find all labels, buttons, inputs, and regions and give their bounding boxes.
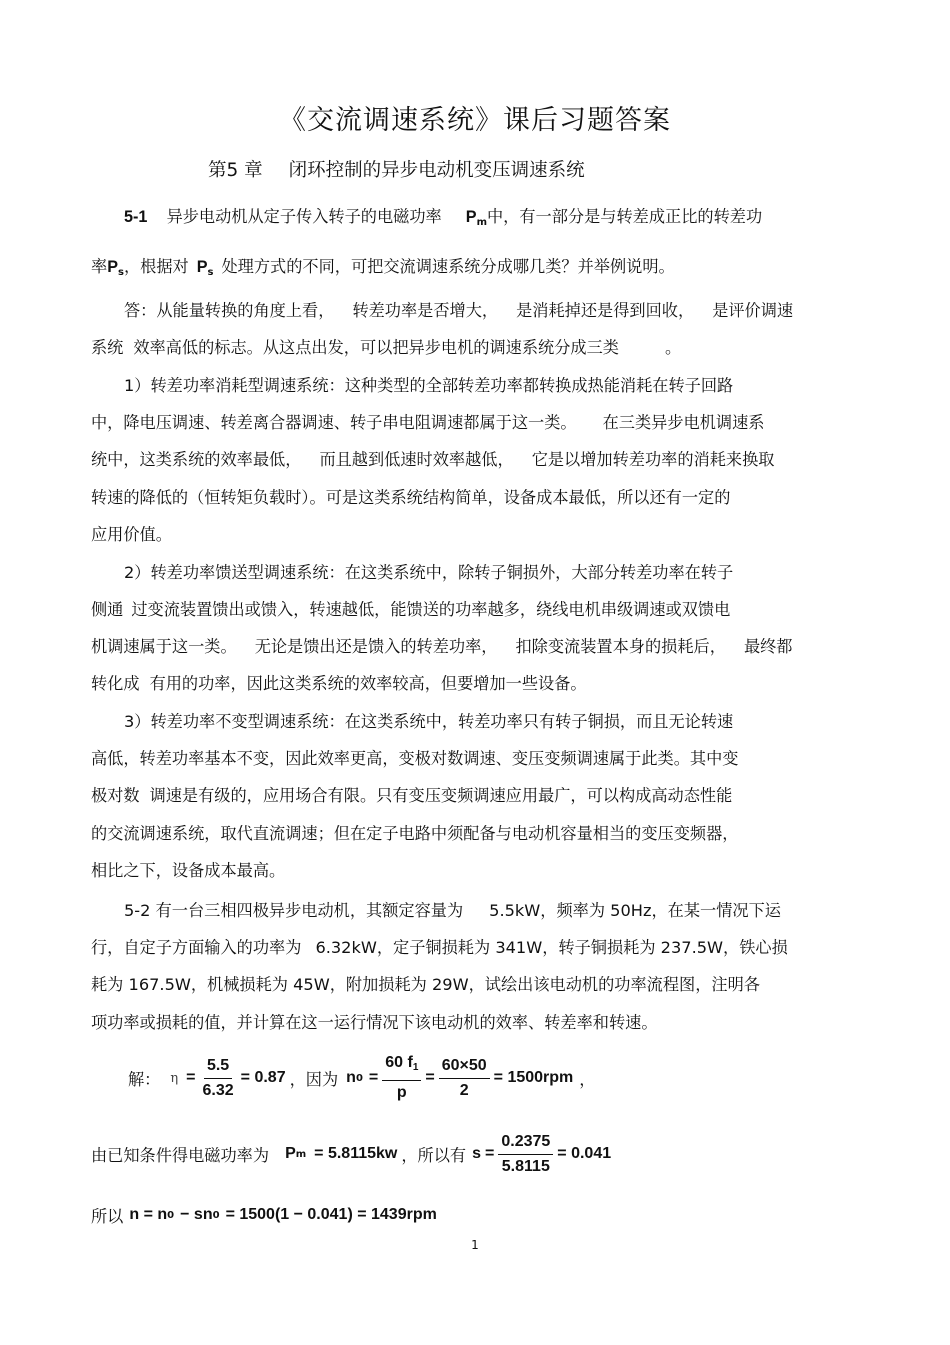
para2-line-4 [91, 673, 587, 695]
answer-text-2b: 效率高低的标志。从这点出发，可以把异步电机的调速系统分成三类 [133, 338, 619, 357]
f1-text: 60 f [385, 1054, 413, 1071]
q52-text-2a: 行，自定子方面输入的功率为 [91, 938, 302, 957]
n0-subscript-3: 0 [212, 1209, 220, 1221]
speed-equation-left: n = n [129, 1206, 168, 1223]
because-text: 因为 [305, 1070, 339, 1089]
para2-text-3d: 最终都 [743, 637, 793, 656]
q52-line-4: 项功率或损耗的值，并计算在这一运行情况下该电动机的效率、转差率和转速。 [91, 1013, 658, 1032]
answer-text-1a: 答：从能量转换的角度上看， [124, 301, 335, 320]
fraction-efficiency-den: 6.32 [202, 1081, 234, 1099]
para2-text-2b: 过变流装置馈出或馈入，转速越低，能馈送的功率越多，绕线电机串级调速或双馈电 [131, 600, 731, 619]
para2-text-2a: 侧通 [91, 600, 124, 619]
pm-symbol: P [465, 208, 477, 226]
eta-symbol: η [170, 1070, 179, 1086]
para1-text-2b: 在三类异步电机调速系 [602, 413, 765, 432]
q52-line-2 [91, 937, 788, 959]
answer-line-1 [124, 300, 793, 322]
comma-1: ， [289, 1070, 306, 1089]
slip-symbol: s [472, 1145, 481, 1162]
para1-text-2a: 中，降电压调速、转差离合器调速、转子串电阻调速都属于这一类。 [91, 413, 577, 432]
fraction-efficiency [200, 1057, 237, 1100]
answer-line-2 [91, 337, 681, 359]
para3-text-3b: 调速是有级的，应用场合有限。只有变压变频调速应用最广，可以构成高动态性能 [149, 786, 733, 805]
fraction-slip-den: 5.8115 [501, 1157, 550, 1175]
fraction-speed-formula-den: p [396, 1084, 407, 1101]
pm-subscript: m [476, 217, 487, 228]
q51-text-2b: ，根据对 [123, 257, 189, 276]
para1-line-2 [91, 412, 765, 434]
para3-line-5: 相比之下，设备成本最高。 [91, 861, 286, 880]
equals-3: = [425, 1069, 435, 1086]
efficiency-result: = 0.87 [240, 1069, 286, 1086]
ps-symbol: P [107, 258, 118, 276]
para2-text-3c: 扣除变流装置本身的损耗后， [515, 637, 726, 656]
pm-value: = 5.8115kw [314, 1145, 398, 1162]
para2-text-4a: 转化成 [91, 674, 140, 693]
fraction-slip [498, 1133, 553, 1176]
answer-text-2a: 系统 [91, 338, 124, 357]
page-number: 1 [471, 1238, 479, 1252]
q52-line-1 [124, 900, 781, 922]
comma-2: ， [579, 1070, 596, 1089]
chapter-number: 第5 章 [208, 160, 263, 181]
answer-text-2c: 。 [665, 338, 682, 357]
speed-equation-mid: − sn [180, 1206, 213, 1223]
q51-line-1 [124, 206, 762, 234]
equals-4: = [485, 1145, 495, 1162]
solution-line-1 [128, 1052, 595, 1104]
fraction-speed-formula [382, 1054, 421, 1102]
fraction-efficiency-num: 5.5 [204, 1057, 232, 1079]
solution-text-2a: 由已知条件得电磁功率为 [91, 1146, 270, 1165]
pm-symbol-2: P [285, 1145, 296, 1162]
slip-result: = 0.041 [557, 1145, 612, 1162]
n0-symbol: n [346, 1069, 356, 1086]
para2-text-3a: 机调速属于这一类。 [91, 637, 237, 656]
fraction-speed-formula-num [382, 1054, 421, 1081]
para2-line-1: 2）转差功率馈送型调速系统：在这类系统中，除转子铜损外，大部分转差功率在转子 [124, 563, 734, 582]
q51-text-2a: 率 [91, 257, 108, 276]
answer-text-1d: 是评价调速 [712, 301, 794, 320]
q51-text-2c: 处理方式的不同，可把交流调速系统分成哪几类？并举例说明。 [221, 257, 675, 276]
f1-subscript: 1 [412, 1062, 419, 1073]
para1-text-3a: 统中，这类系统的效率最低， [91, 450, 302, 469]
solution-text-2b: ，所以有 [401, 1146, 467, 1165]
para1-line-4: 转速的降低的（恒转矩负载时）。可是这类系统结构简单，设备成本最低，所以还有一定的 [91, 488, 731, 507]
fraction-speed-values-num: 60×50 [439, 1057, 490, 1079]
fraction-speed-values-den: 2 [459, 1081, 469, 1099]
q52-text-1a: 5-2 有一台三相四极异步电动机，其额定容量为 [124, 901, 464, 920]
ps-subscript-2: s [207, 267, 214, 278]
synchronous-speed-result: = 1500rpm [493, 1069, 574, 1086]
para3-text-3a: 极对数 [91, 786, 140, 805]
speed-equation-result: = 1500(1 − 0.041) = 1439rpm [225, 1206, 437, 1223]
equals-2: = [368, 1069, 379, 1086]
document-title: 《交流调速系统》课后习题答案 [279, 105, 671, 136]
para2-line-2 [91, 599, 730, 621]
para3-line-1: 3）转差功率不变型调速系统：在这类系统中，转差功率只有转子铜损，而且无论转速 [124, 712, 734, 731]
para1-text-3b: 而且越到低速时效率越低， [319, 450, 514, 469]
para2-line-3 [91, 636, 793, 658]
solution-text-3a: 所以 [91, 1207, 124, 1226]
para2-text-3b: 无论是馈出还是馈入的转差功率， [254, 637, 498, 656]
ps-subscript: s [118, 267, 124, 278]
pm-subscript-2: m [295, 1148, 307, 1160]
para1-line-3 [91, 449, 775, 471]
solution-line-2 [91, 1128, 611, 1180]
para1-line-5: 应用价值。 [91, 525, 172, 544]
answer-text-1b: 转差功率是否增大， [352, 301, 499, 320]
q51-text-1b: 中，有一部分是与转差成正比的转差功 [486, 207, 763, 226]
para1-line-1: 1）转差功率消耗型调速系统：这种类型的全部转差功率都转换成热能消耗在转子回路 [124, 376, 734, 395]
solution-label: 解： [128, 1070, 161, 1089]
answer-text-1c: 是消耗掉还是得到回收， [516, 301, 695, 320]
q51-text-1a: 异步电动机从定子传入转子的电磁功率 [166, 207, 442, 226]
q51-line-2 [91, 256, 675, 284]
ps-symbol-2: P [196, 258, 208, 276]
para1-text-3c: 它是以增加转差功率的消耗来换取 [531, 450, 775, 469]
q51-number: 5-1 [124, 208, 148, 226]
fraction-speed-values [439, 1057, 490, 1100]
solution-line-3 [91, 1202, 437, 1228]
n0-subscript-2: 0 [167, 1209, 175, 1221]
para2-text-4b: 有用的功率，因此这类系统的效率较高，但要增加一些设备。 [149, 674, 587, 693]
chapter-heading [208, 156, 585, 182]
q52-text-1b: 5.5kW，频率为 50Hz，在某一情况下运 [489, 901, 781, 920]
equals-1: = [186, 1069, 196, 1086]
fraction-slip-num: 0.2375 [498, 1133, 553, 1155]
para3-line-2: 高低，转差功率基本不变，因此效率更高，变极对数调速、变压变频调速属于此类。其中变 [91, 749, 739, 768]
q52-line-3: 耗为 167.5W，机械损耗为 45W，附加损耗为 29W，试绘出该电动机的功率流程图，注明各 [91, 975, 760, 994]
para3-line-4: 的交流调速系统，取代直流调速；但在定子电路中须配备与电动机容量相当的变压变频器， [91, 824, 739, 843]
q52-text-2b: 6.32kW，定子铜损耗为 341W，转子铜损耗为 237.5W，铁心损 [315, 938, 788, 957]
n0-subscript: 0 [355, 1072, 363, 1084]
para3-line-3 [91, 785, 732, 807]
chapter-name: 闭环控制的异步电动机变压调速系统 [288, 160, 585, 181]
